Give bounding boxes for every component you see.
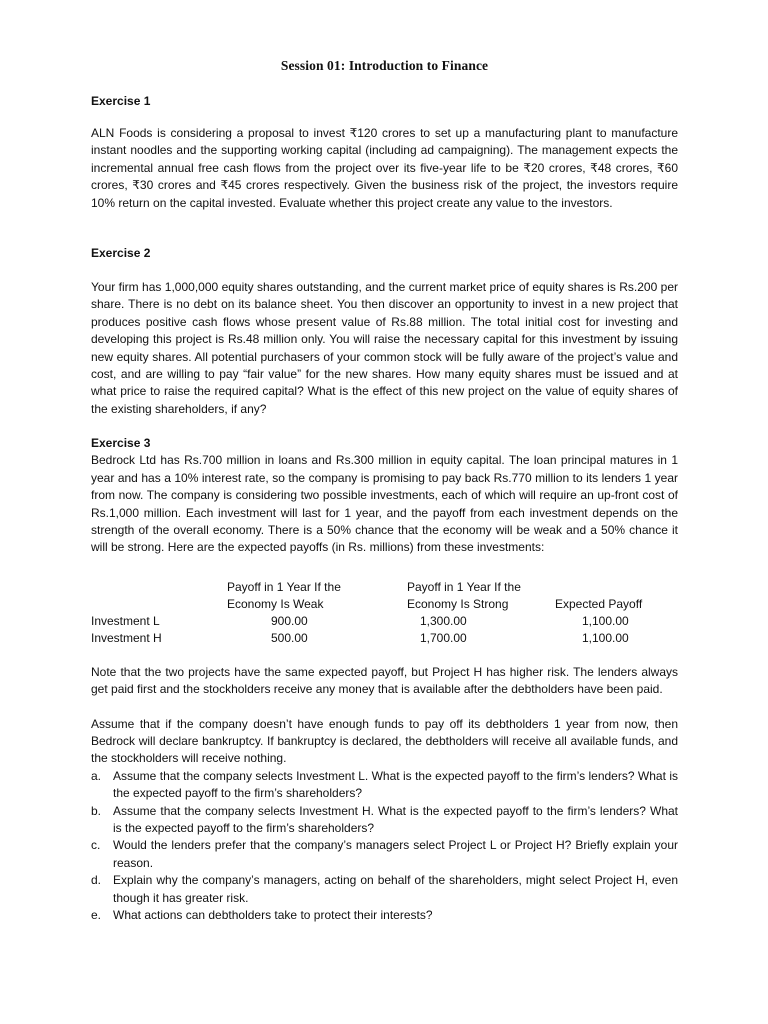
header-strong-line1: Payoff in 1 Year If the [407, 579, 521, 594]
item-text: Explain why the company’s managers, acting on behalf of the shareholders, might select Project H, even though it has greater risk. [113, 873, 678, 905]
table-header-row [91, 579, 675, 596]
exercise-2-text: Your firm has 1,000,000 equity shares outstanding, and the current market price of equity shares is Rs.200 per share. There is no debt on its balance sheet. You then discover an opportunity to invest in a new project that produces positive cash flows whose present value of Rs.88 million. The total initial cost for investing and developing this project is Rs.48 million only. You will raise the necessary capital for this investment by issuing new equity shares. All potential purchasers of your common stock will be fully aware of the project’s value and cost, and are willing to pay “fair value” for the new shares. How many equity shares must be issued and at what price to raise the required capital? What is the effect of this new project on the value of equity shares of the existing shareholders, if any? [91, 280, 678, 416]
item-marker: b. [91, 803, 102, 818]
row-label: Investment H [91, 630, 162, 645]
cell-strong: 1,700.00 [420, 630, 467, 645]
item-text: Assume that the company selects Investment H. What is the expected payoff to the firm’s lenders? What is the expected payoff to the firm’s shareholders? [113, 803, 678, 835]
cell-weak: 500.00 [271, 630, 308, 645]
item-text: Would the lenders prefer that the company’s managers select Project L or Project H? Briefly explain your reason. [113, 838, 678, 870]
exercise-3-assumption: Assume that if the company doesn’t have enough funds to pay off its debtholders 1 year from now, then Bedrock will declare bankruptcy. If bankruptcy is declared, the debtholders will receive all available funds, and the stockholders will receive nothing. [91, 716, 678, 766]
list-item [91, 803, 678, 838]
item-text: What actions can debtholders take to protect their interests? [113, 908, 433, 922]
cell-expected: 1,100.00 [582, 630, 629, 645]
item-marker: d. [91, 873, 102, 888]
exercise-1-text: ALN Foods is considering a proposal to invest ₹120 crores to set up a manufacturing plant to manufacture instant noodles and the supporting working capital (including ad campaigning). The management expects the incremental annual free cash flows from the project over its five-year life to be ₹20 crores, ₹48 crores, ₹60 crores, ₹30 crores and ₹45 crores respectively. Given the business risk of the project, the investors require 10% return on the capital invested. Evaluate whether this project create any value to the investors. [91, 126, 678, 210]
list-item [91, 872, 678, 907]
cell-expected: 1,100.00 [582, 613, 629, 628]
payoff-table [91, 579, 675, 647]
header-expected: Expected Payoff [555, 596, 643, 611]
row-label: Investment L [91, 613, 160, 628]
exercise-1-heading: Exercise 1 [91, 94, 151, 108]
exercise-3-heading: Exercise 3 [91, 436, 151, 451]
item-text: Assume that the company selects Investment L. What is the expected payoff to the firm’s lenders? What is the expected payoff to the firm’s shareholders? [113, 768, 678, 801]
list-item [91, 768, 678, 803]
exercise-3-note: Note that the two projects have the same expected payoff, but Project H has higher risk. The lenders always get paid first and the stockholders receive any money that is available after the debtholders have been paid. [91, 664, 678, 697]
exercise-2-heading: Exercise 2 [91, 246, 151, 261]
table-header-row [91, 596, 675, 613]
cell-strong: 1,300.00 [420, 613, 467, 628]
table-row [91, 630, 675, 647]
list-item [91, 907, 678, 924]
header-weak-line2: Economy Is Weak [227, 596, 324, 611]
header-weak-line1: Payoff in 1 Year If the [227, 579, 341, 594]
item-marker: e. [91, 908, 102, 922]
table-row [91, 613, 675, 630]
page-title: Session 01: Introduction to Finance [280, 58, 489, 73]
exercise-3-intro: Bedrock Ltd has Rs.700 million in loans and Rs.300 million in equity capital. The loan principal matures in 1 year and has a 10% interest rate, so the company is promising to pay back Rs.770 million to its lenders 1 year from now. The company is considering two possible investments, each of which will require an up-front cost of Rs.1,000 million. Each investment will last for 1 year, and the payoff from each investment depends on the strength of the overall economy. There is a 50% chance that the economy will be weak and a 50% chance it will be strong. Here are the expected payoffs (in Rs. millions) from these investments: [91, 453, 678, 555]
list-item [91, 837, 678, 872]
item-marker: a. [91, 768, 102, 783]
header-strong-line2: Economy Is Strong [407, 596, 509, 611]
item-marker: c. [91, 838, 101, 853]
question-list [91, 768, 678, 925]
cell-weak: 900.00 [271, 613, 308, 628]
